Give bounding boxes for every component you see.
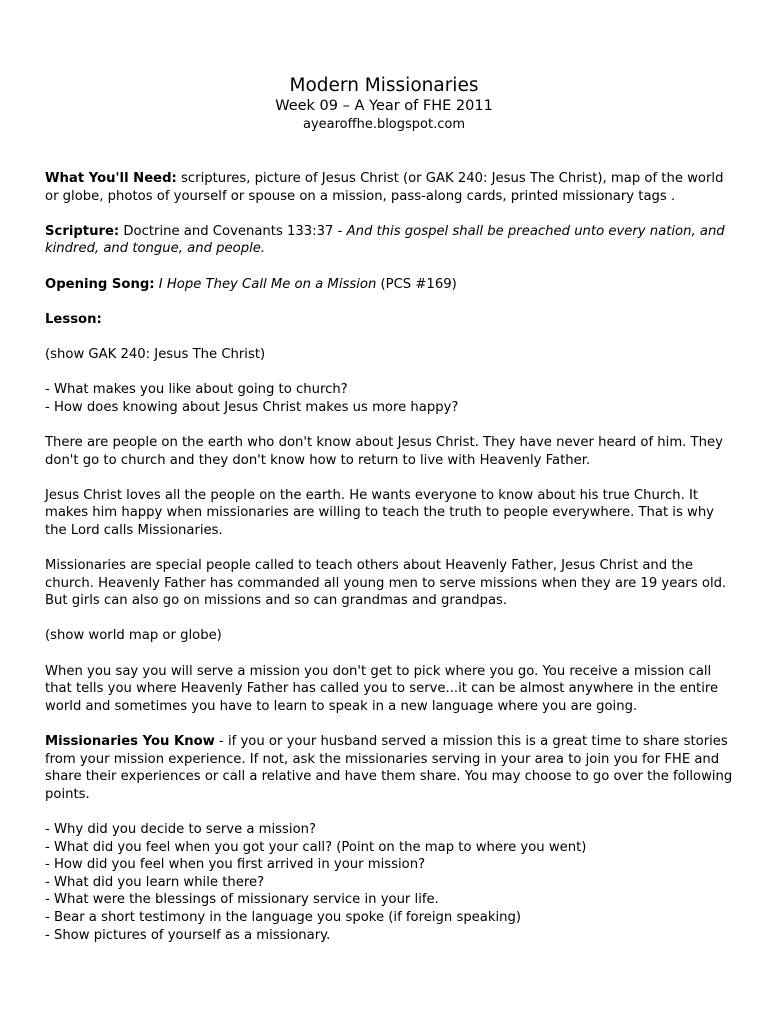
opening-song-label: Opening Song:: [45, 276, 155, 292]
document-header: [0, 75, 768, 133]
body-paragraph-1: There are people on the earth who don't know about Jesus Christ. They have never heard of him. They don't go to church and they don't know how to return to live with Heavenly Father.: [45, 434, 723, 468]
opening-song-title: I Hope They Call Me on a Mission: [154, 276, 377, 292]
body-paragraph-4: When you say you will serve a mission you don't get to pick where you go. You receive a mission call that tells you where Heavenly Father has called you to serve...it can be almost anywhere in the entire world and sometimes you have to learn to speak in a new language where you are going.: [45, 663, 719, 714]
discussion-questions-2: [45, 821, 735, 944]
lesson-heading: Lesson:: [45, 311, 102, 327]
document-body: [45, 170, 735, 962]
list-item: - What makes you like about going to church?: [45, 382, 348, 398]
opening-song-paragraph: [45, 276, 735, 294]
list-item: - Show pictures of yourself as a missionary.: [45, 927, 331, 943]
scripture-label: Scripture:: [45, 223, 120, 239]
show-picture-note: (show GAK 240: Jesus The Christ): [45, 346, 266, 362]
opening-song-reference: (PCS #169): [376, 276, 457, 292]
scripture-reference: Doctrine and Covenants 133:37 -: [119, 223, 347, 239]
missionaries-you-know-label: Missionaries You Know: [45, 734, 215, 749]
show-map-note: (show world map or globe): [45, 628, 222, 644]
what-youll-need-text: scriptures, picture of Jesus Christ (or GAK 240: Jesus The Christ), map of the world or globe, photos of yourself or spouse on a mission, pass-along cards, printed missionary tags .: [45, 171, 724, 204]
scripture-paragraph: [45, 223, 735, 258]
list-item: - How did you feel when you first arrived in your mission?: [45, 857, 426, 873]
what-youll-need-label: What You'll Need:: [45, 171, 177, 186]
body-paragraph-2: Jesus Christ loves all the people on the earth. He wants everyone to know about his true Church. It makes him happy when missionaries are willing to teach the truth to people everywhere. That is why the Lord calls Missionaries.: [45, 487, 714, 538]
list-item: - What did you feel when you got your call? (Point on the map to where you went): [45, 839, 587, 855]
blog-url: ayearoffhe.blogspot.com: [302, 117, 465, 132]
what-youll-need-paragraph: [45, 170, 735, 205]
missionaries-you-know-text: - if you or your husband served a mission this is a great time to share stories from your mission experience. If not, ask the missionaries serving in your area to join you for FHE and share their experiences or call a relative and have them share. You may choose to go over the following points.: [45, 734, 733, 802]
list-item: - What were the blessings of missionary service in your life.: [45, 892, 439, 908]
scripture-quote: And this gospel shall be preached unto every nation, and kindred, and tongue, and people.: [45, 223, 725, 257]
missionaries-you-know-paragraph: [45, 733, 735, 803]
document-subtitle: Week 09 – A Year of FHE 2011: [275, 98, 493, 114]
discussion-questions-1: [45, 381, 735, 416]
list-item: - Why did you decide to serve a mission?: [45, 821, 317, 837]
list-item: - What did you learn while there?: [45, 874, 265, 890]
body-paragraph-3: Missionaries are special people called to teach others about Heavenly Father, Jesus Christ and the church. Heavenly Father has commanded all young men to serve missions when they are 19 years old. But girls can also go on missions and so can grandmas and grandpas.: [45, 558, 727, 609]
document-title: Modern Missionaries: [289, 75, 479, 96]
list-item: - Bear a short testimony in the language you spoke (if foreign speaking): [45, 909, 522, 925]
list-item: - How does knowing about Jesus Christ makes us more happy?: [45, 399, 459, 415]
